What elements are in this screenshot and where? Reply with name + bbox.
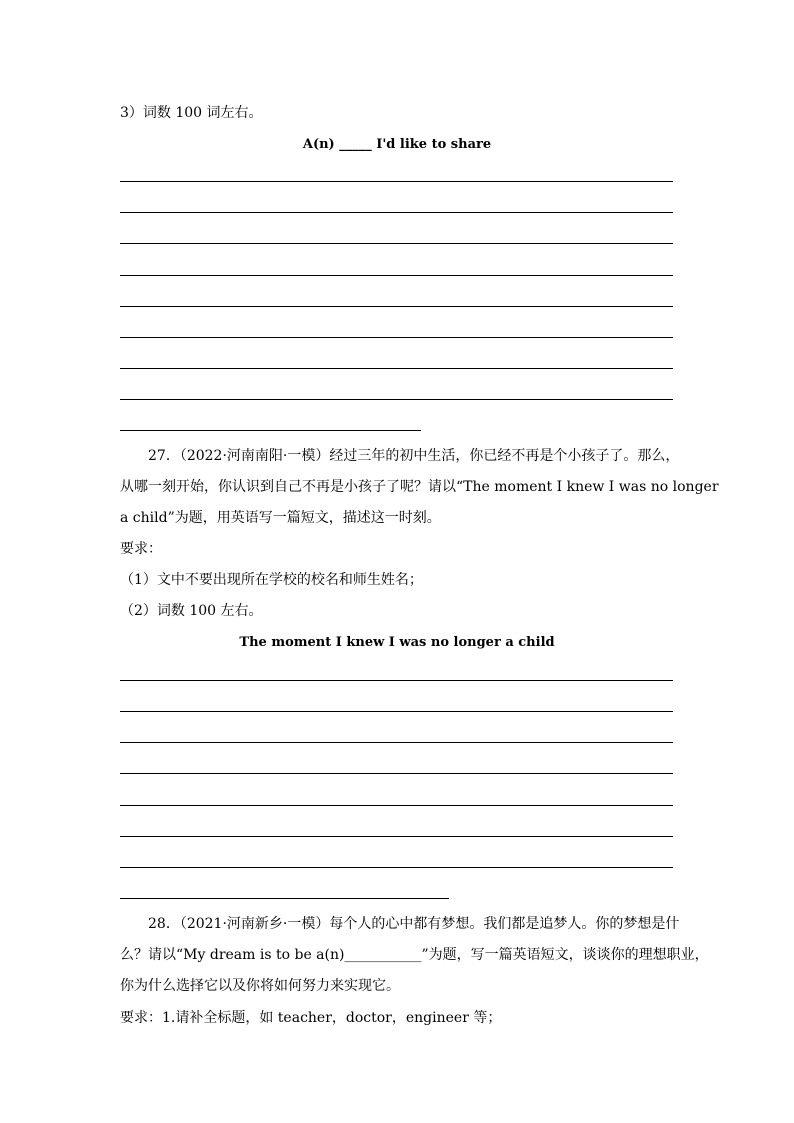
q27-writing-line[interactable] bbox=[120, 773, 673, 774]
q26-writing-line[interactable] bbox=[120, 399, 673, 400]
q27-prompt-line-1: 27．（2022·河南南阳·一模）经过三年的初中生活，你已经不再是个小孩子了。那么， bbox=[148, 448, 680, 464]
q26-writing-line[interactable] bbox=[120, 181, 673, 182]
q28-requirement-1: 要求：1.请补全标题，如 teacher，doctor，engineer 等； bbox=[120, 1010, 502, 1026]
q27-writing-line[interactable] bbox=[120, 680, 673, 681]
q27-writing-line[interactable] bbox=[120, 742, 673, 743]
q27-essay-title: The moment I knew I was no longer a child bbox=[239, 635, 555, 650]
q26-writing-line[interactable] bbox=[120, 368, 673, 369]
q26-writing-line[interactable] bbox=[120, 275, 673, 276]
q26-writing-line[interactable] bbox=[120, 243, 673, 244]
q28-prompt-line-3: 你为什么选择它以及你将如何努力来实现它。 bbox=[120, 978, 400, 994]
q27-writing-line[interactable] bbox=[120, 711, 673, 712]
q27-requirement-1: （1）文中不要出现所在学校的校名和师生姓名； bbox=[120, 572, 423, 588]
q26-writing-line-last[interactable] bbox=[120, 430, 421, 431]
q26-writing-line[interactable] bbox=[120, 212, 673, 213]
q28-prompt-line-2: 么？请以“My dream is to be a(n)___________”为题，写一篇英语短文，谈谈你的理想职业， bbox=[120, 947, 709, 963]
q27-writing-line[interactable] bbox=[120, 867, 673, 868]
q27-requirement-2: （2）词数 100 左右。 bbox=[120, 603, 263, 619]
q27-prompt-line-2: 从哪一刻开始，你认识到自己不再是小孩子了呢？请以“The moment I knew I was no longer bbox=[120, 479, 719, 495]
q27-writing-line-last[interactable] bbox=[120, 898, 449, 899]
q27-prompt-line-3: a child”为题，用英语写一篇短文，描述这一时刻。 bbox=[120, 510, 441, 526]
q26-essay-title: A(n) _____ I'd like to share bbox=[302, 137, 492, 152]
q27-writing-line[interactable] bbox=[120, 836, 673, 837]
q28-prompt-line-1: 28．（2021·河南新乡·一模）每个人的心中都有梦想。我们都是追梦人。你的梦想是什 bbox=[148, 916, 680, 932]
q26-writing-line[interactable] bbox=[120, 306, 673, 307]
q26-word-count-requirement: 3）词数 100 词左右。 bbox=[120, 105, 263, 121]
q27-requirements-label: 要求： bbox=[120, 541, 162, 557]
q27-writing-line[interactable] bbox=[120, 805, 673, 806]
q26-writing-line[interactable] bbox=[120, 337, 673, 338]
